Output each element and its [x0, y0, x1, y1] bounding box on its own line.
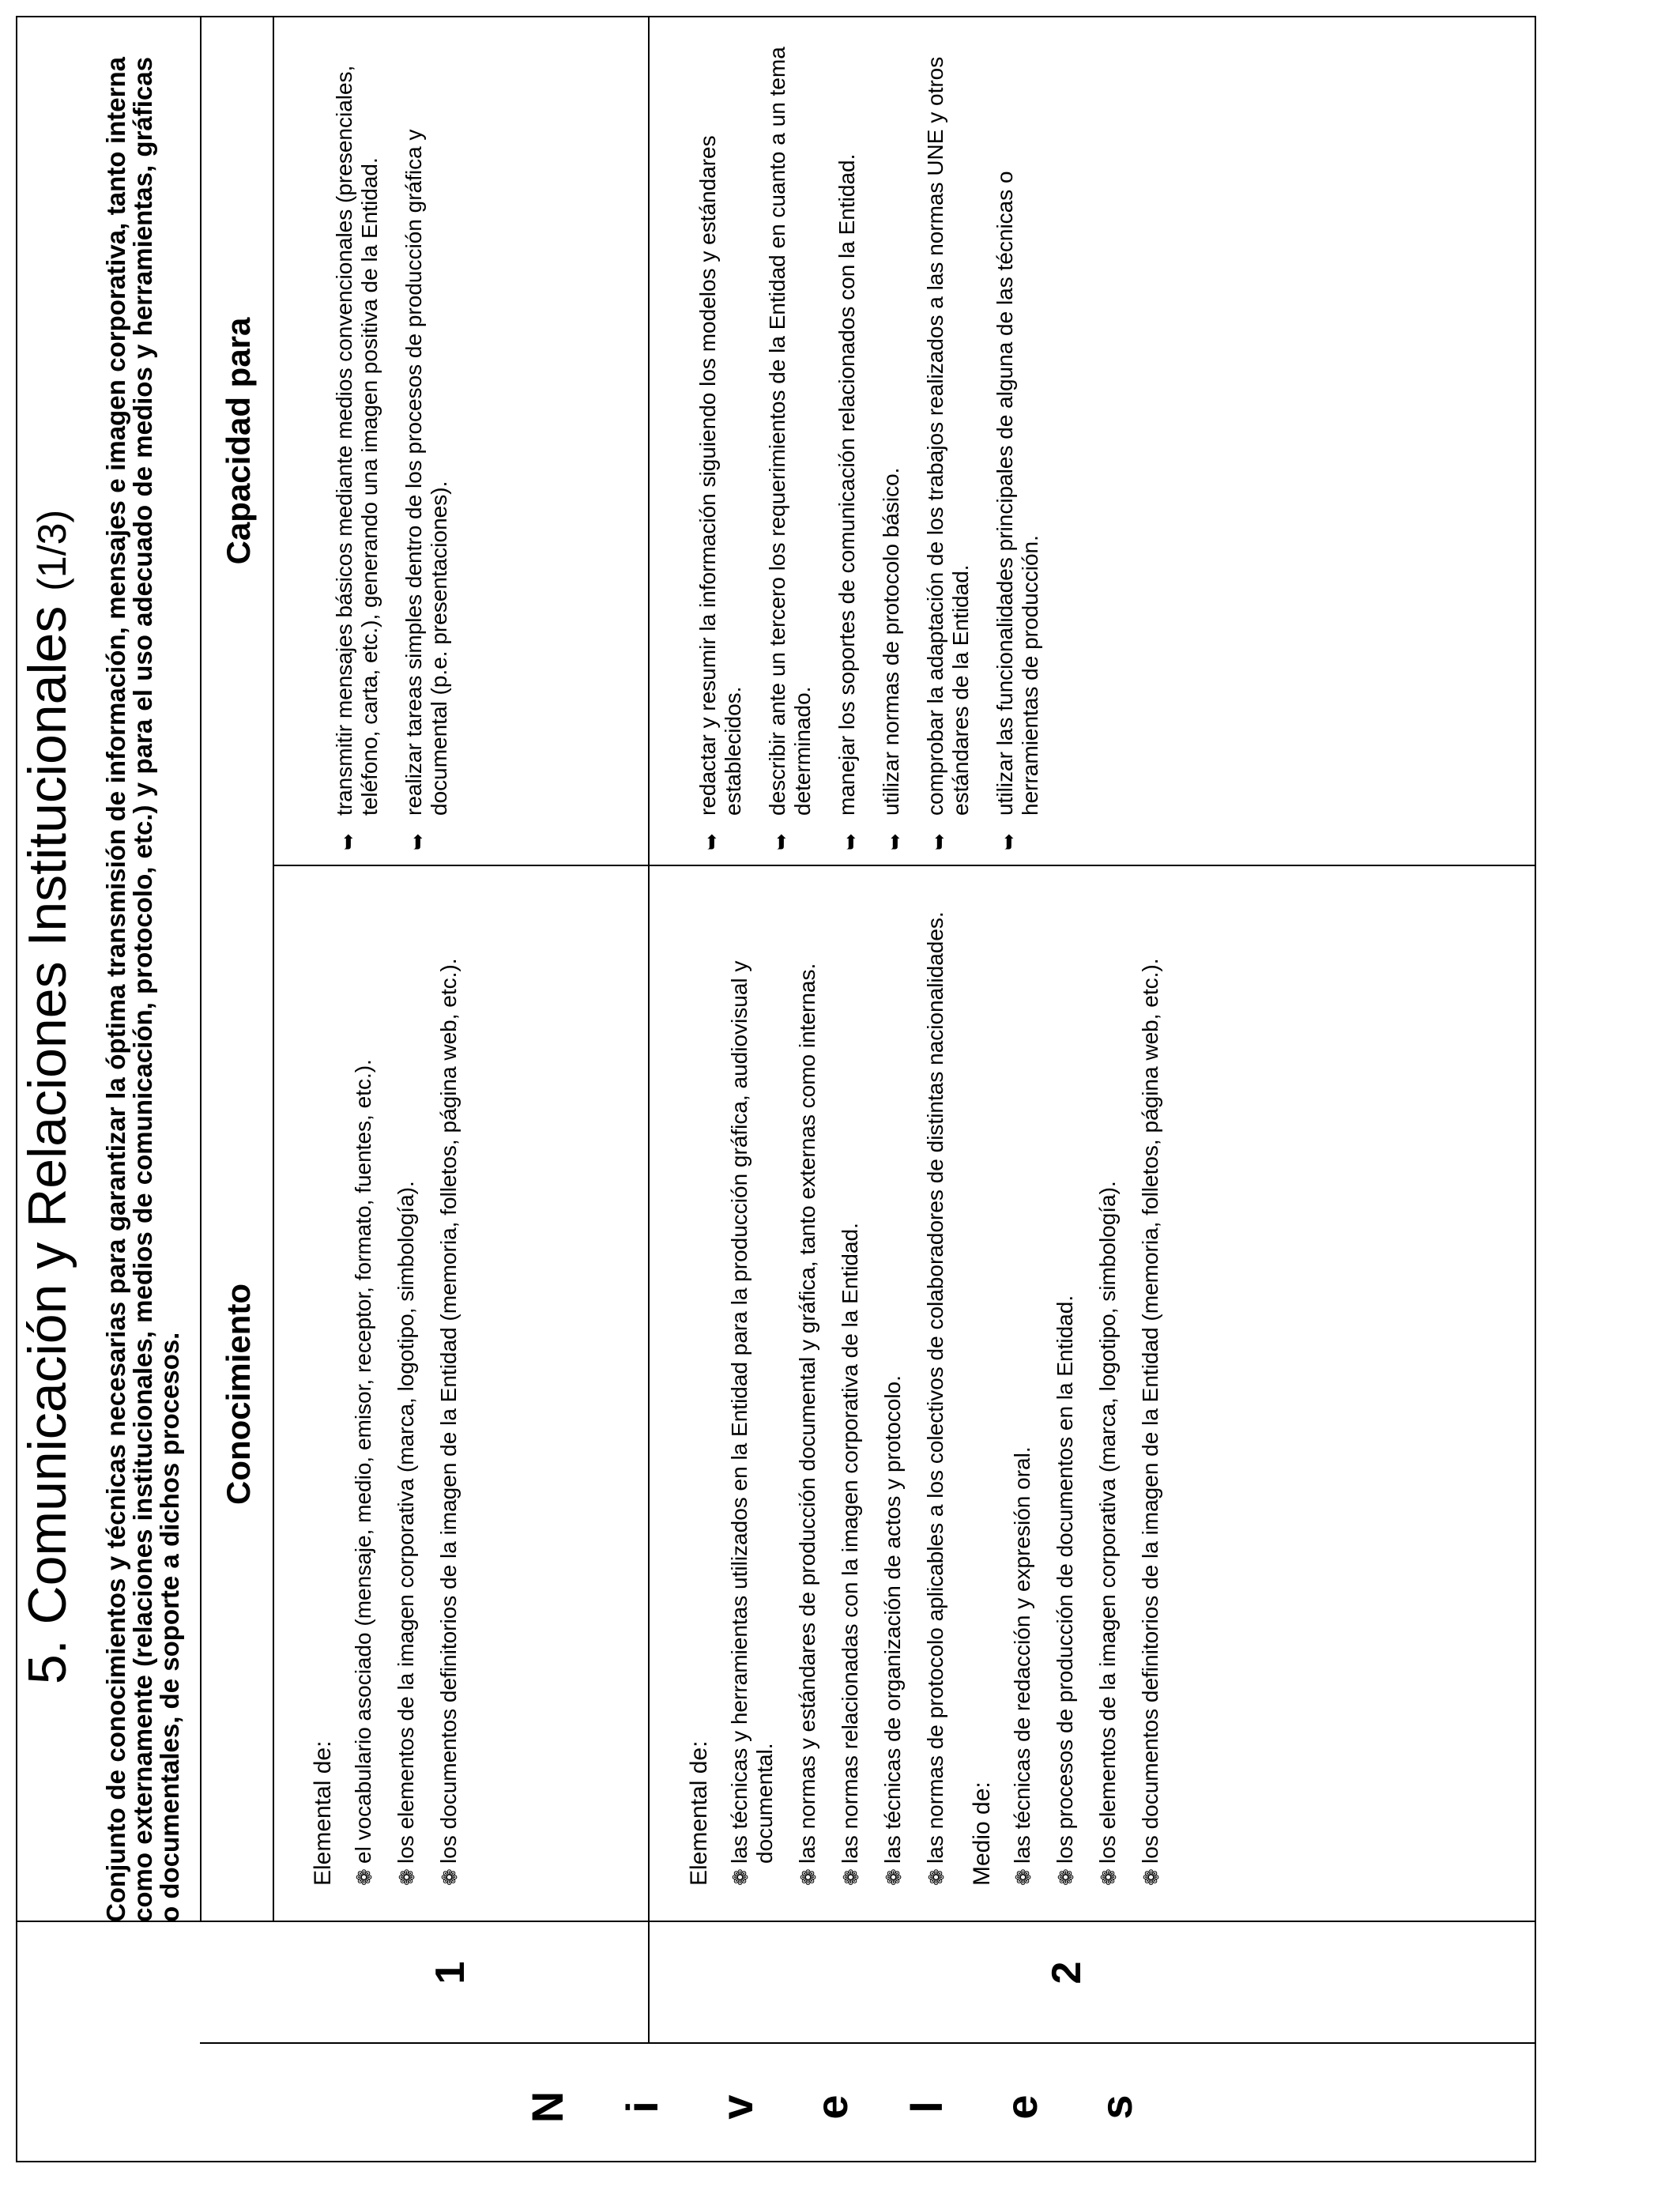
columns-separator	[273, 16, 274, 1922]
bullet-icon: ❁	[438, 1868, 461, 1886]
list-item: ❁ los documentos definitorios de la imagen de la Entidad (memoria, folletos, página web, etc.).	[436, 958, 461, 1886]
arrow-bullet-icon: ➥	[769, 833, 793, 850]
list-item: ➥ transmitir mensajes básicos mediante medios convencionales (presenciales, teléfono, carta, etc.), generando una imagen positiva de la Entidad.	[332, 65, 382, 850]
list-item: ➥ realizar tareas simples dentro de los procesos de producción gráfica y documental (p.e. presentaciones).	[401, 129, 451, 850]
list-item: ❁ los procesos de producción de documentos en la Entidad.	[1053, 1295, 1078, 1886]
side-letter: e	[807, 2094, 857, 2120]
knowledge-heading: Elemental de:	[310, 1740, 336, 1886]
bullet-icon: ❁	[395, 1868, 419, 1886]
level-separator	[648, 16, 650, 2044]
list-item: ❁ las normas y estándares de producción documental y gráfica, tanto externas como internas.	[795, 963, 820, 1886]
level-1-knowledge	[310, 882, 479, 1886]
column-header-capacidad: Capacidad para	[220, 317, 257, 565]
list-item: ❁ los documentos definitorios de la imagen de la Entidad (memoria, folletos, página web, etc.).	[1138, 958, 1163, 1886]
list-item: ❁ las normas relacionadas con la imagen corporativa de la Entidad.	[838, 1223, 863, 1886]
list-item: ➥ manejar los soportes de comunicación relacionados con la Entidad.	[834, 153, 862, 850]
level-1-capacity	[332, 44, 471, 850]
arrow-bullet-icon: ➥	[336, 833, 360, 850]
list-item: ➥ redactar y resumir la información siguiendo los modelos y estándares establecidos.	[695, 135, 745, 850]
bullet-icon: ❁	[1054, 1868, 1078, 1886]
side-letter: s	[1091, 2094, 1141, 2120]
header-separator	[200, 16, 202, 1922]
arrow-bullet-icon: ➥	[699, 833, 723, 850]
arrow-bullet-icon: ➥	[405, 833, 429, 850]
list-item: ❁ las normas de protocolo aplicables a los colectivos de colaboradores de distintas nacionalidades.	[923, 911, 948, 1886]
list-item: ❁ las técnicas de organización de actos y protocolo.	[880, 1375, 906, 1886]
bullet-icon: ❁	[839, 1868, 863, 1886]
table-border-bottom	[1535, 16, 1536, 2162]
arrow-bullet-icon: ➥	[996, 833, 1020, 850]
bullet-icon: ❁	[797, 1868, 820, 1886]
side-letter: i	[617, 2101, 667, 2113]
bullet-icon: ❁	[352, 1868, 376, 1886]
list-item: ❁ el vocabulario asociado (mensaje, medio, emisor, receptor, formato, fuentes, etc.).	[351, 1059, 376, 1886]
level-number: 2	[1044, 1961, 1090, 1985]
side-divider	[200, 2042, 1536, 2044]
table-border-top	[16, 16, 17, 2162]
side-letter: N	[522, 2090, 572, 2124]
list-item: ➥ utilizar normas de protocolo básico.	[879, 467, 906, 850]
list-item: ❁ los elementos de la imagen corporativa (marca, logotipo, simbología).	[394, 1181, 419, 1886]
arrow-bullet-icon: ➥	[883, 833, 906, 850]
bullet-icon: ❁	[729, 1868, 752, 1886]
knowledge-heading: Elemental de:	[686, 1740, 712, 1886]
knowledge-heading: Medio de:	[969, 1781, 995, 1886]
bullet-icon: ❁	[1139, 1868, 1163, 1886]
list-item: ❁ las técnicas de redacción y expresión oral.	[1010, 1446, 1035, 1886]
bullet-icon: ❁	[925, 1868, 948, 1886]
level-2-capacity	[695, 44, 1062, 850]
side-letter: v	[712, 2094, 762, 2120]
arrow-bullet-icon: ➥	[838, 833, 862, 850]
title-page-indicator: (1/3)	[30, 509, 74, 591]
title-main: 5. Comunicación y Relaciones Institucionales	[17, 605, 77, 1685]
arrow-bullet-icon: ➥	[927, 833, 951, 850]
competency-description: Conjunto de conocimientos y técnicas necesarias para garantizar la óptima transmisión de información, mensajes e imagen corporativa, tanto interna como externamente (relaciones institucionales, medios de comunicación, protocolo, etc.) y para el uso adecuado de medios y herramientas, gráficas o documentales, de soporte a dichos procesos.	[101, 57, 184, 1922]
knowledge-capacity-divider	[273, 865, 1536, 866]
list-item: ❁ los elementos de la imagen corporativa (marca, logotipo, simbología).	[1095, 1181, 1121, 1886]
side-letter: e	[996, 2094, 1046, 2120]
list-item: ❁ las técnicas y herramientas utilizados en la Entidad para la producción gráfica, audiovisual y documental.	[727, 960, 777, 1886]
column-header-conocimiento: Conocimiento	[220, 1284, 257, 1505]
level-number: 1	[428, 1961, 473, 1985]
list-item: ➥ comprobar la adaptación de los trabajos realizados a las normas UNE y otros estándares de la Entidad.	[923, 56, 973, 850]
list-item: ➥ utilizar las funcionalidades principales de alguna de las técnicas o herramientas de producción.	[993, 171, 1042, 850]
bullet-icon: ❁	[1011, 1868, 1035, 1886]
level-2-knowledge	[686, 882, 1181, 1886]
bullet-icon: ❁	[1097, 1868, 1121, 1886]
table-border-left	[16, 2161, 1536, 2162]
list-item: ➥ describir ante un tercero los requerimientos de la Entidad en cuanto a un tema determinado.	[765, 47, 815, 850]
bullet-icon: ❁	[882, 1868, 906, 1886]
side-letter: l	[902, 2101, 951, 2113]
